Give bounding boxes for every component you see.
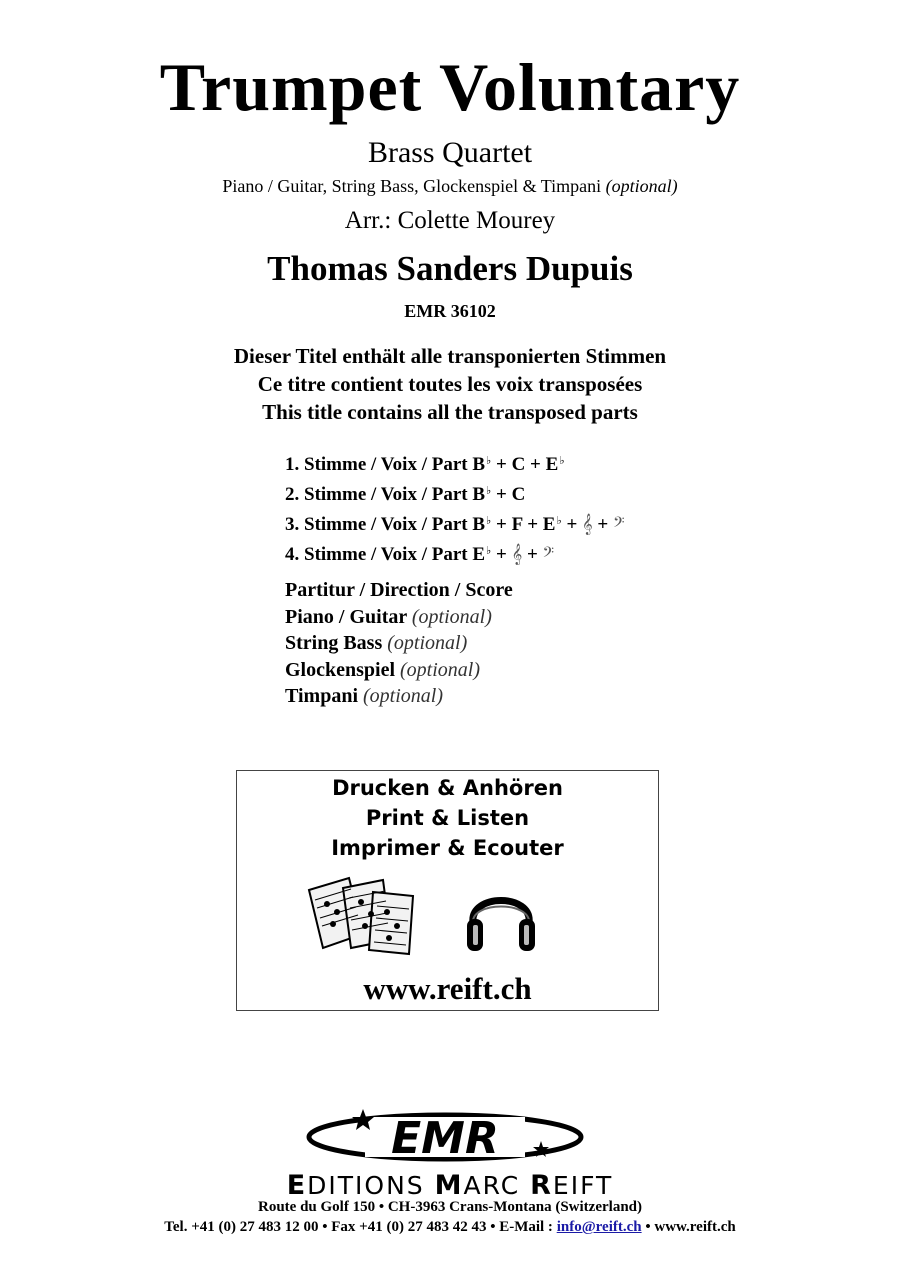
extra-item-string-bass [285,630,513,657]
instrumentation [0,176,900,197]
extra-label: Timpani [285,685,358,707]
additional-parts-list [285,577,513,710]
publisher-word: DITIONS [307,1171,435,1200]
key-letter: B [472,454,486,475]
promo-french: Imprimer & Ecouter [331,836,564,860]
contact-phone-fax: Tel. +41 (0) 27 483 12 00 • Fax +41 (0) 27 483 42 43 • E-Mail : [164,1219,557,1235]
optional-note: (optional) [411,605,492,628]
plus-sign: + [491,544,512,565]
promo-url: www.reift.ch [363,971,532,1006]
treble-clef-icon: 𝄞 [582,514,593,534]
print-listen-box [236,770,659,1011]
extra-label: Piano / Guitar [285,605,407,628]
subtitle: Brass Quartet [367,136,533,169]
notice-french: Ce titre contient toutes les voix transposées [257,372,643,396]
optional-note: (optional) [363,685,443,707]
plus-sign: + [522,544,543,565]
instrumentation-text: Piano / Guitar, String Bass, Glockenspiel & Timpani [222,176,602,196]
flat-icon: ♭ [556,515,562,527]
part-keys: + F + E [491,514,556,535]
extra-label: Glockenspiel [285,658,396,681]
part-label: 1. Stimme / Voix / Part [285,454,468,475]
part-3 [285,506,625,536]
flat-icon: ♭ [559,455,565,467]
part-label: 4. Stimme / Voix / Part [285,544,468,565]
part-label: 3. Stimme / Voix / Part [285,514,468,535]
extra-item-glockenspiel [285,657,513,684]
emr-logo [305,1103,585,1165]
notice-german: Dieser Titel enthält alle transponierten Stimmen [233,344,667,368]
publisher-contact [0,1219,900,1236]
plus-sign: + [561,514,583,535]
extra-item-timpani [285,683,513,710]
promo-english: Print & Listen [365,806,530,830]
contact-website: • www.reift.ch [641,1219,736,1235]
part-keys: + C + E [491,454,559,475]
publisher-address: Route du Golf 150 • CH-3963 Crans-Montana (Switzerland) [258,1199,642,1215]
email-link[interactable]: info@reift.ch [556,1219,642,1235]
extra-item-piano-guitar [285,604,513,631]
bass-clef-icon: 𝄢 [542,544,555,564]
arranger: Arr.: Colette Mourey [344,207,556,234]
treble-clef-icon: 𝄞 [511,544,523,564]
part-2 [285,476,625,506]
headphones-icon [465,879,537,955]
key-letter: B [472,514,486,535]
part-1 [285,446,625,476]
flat-icon: ♭ [486,515,492,527]
flat-icon: ♭ [486,485,492,497]
extra-item-score [285,577,513,604]
publisher-initial: M [434,1170,464,1201]
publisher-word: EIFT [552,1171,614,1200]
catalog-number: EMR 36102 [404,301,496,321]
transposed-parts-notice [0,342,900,426]
optional-note: (optional) [387,632,468,654]
optional-note: (optional) [400,658,481,681]
publisher-name [0,1170,900,1201]
promo-german: Drucken & Anhören [332,776,563,800]
optional-note: (optional) [605,176,678,196]
composer: Thomas Sanders Dupuis [267,249,633,288]
publisher-initial: E [286,1170,308,1201]
parts-list [285,446,625,566]
bass-clef-icon: 𝄢 [612,514,625,534]
part-4 [285,536,625,566]
sheet-music-icon [305,876,423,956]
notice-english: This title contains all the transposed parts [262,400,638,424]
part-keys: + C [491,484,526,505]
key-letter: B [472,484,486,505]
logo-text: EMR [391,1113,499,1164]
extra-label: Partitur / Direction / Score [285,579,513,601]
publisher-initial: R [530,1170,553,1201]
plus-sign: + [592,514,613,535]
extra-label: String Bass [285,632,383,654]
part-label: 2. Stimme / Voix / Part [285,484,468,505]
key-letter: E [472,544,486,565]
flat-icon: ♭ [486,545,492,557]
title: Trumpet Voluntary [159,49,741,125]
flat-icon: ♭ [486,455,492,467]
publisher-word: ARC [463,1171,531,1200]
